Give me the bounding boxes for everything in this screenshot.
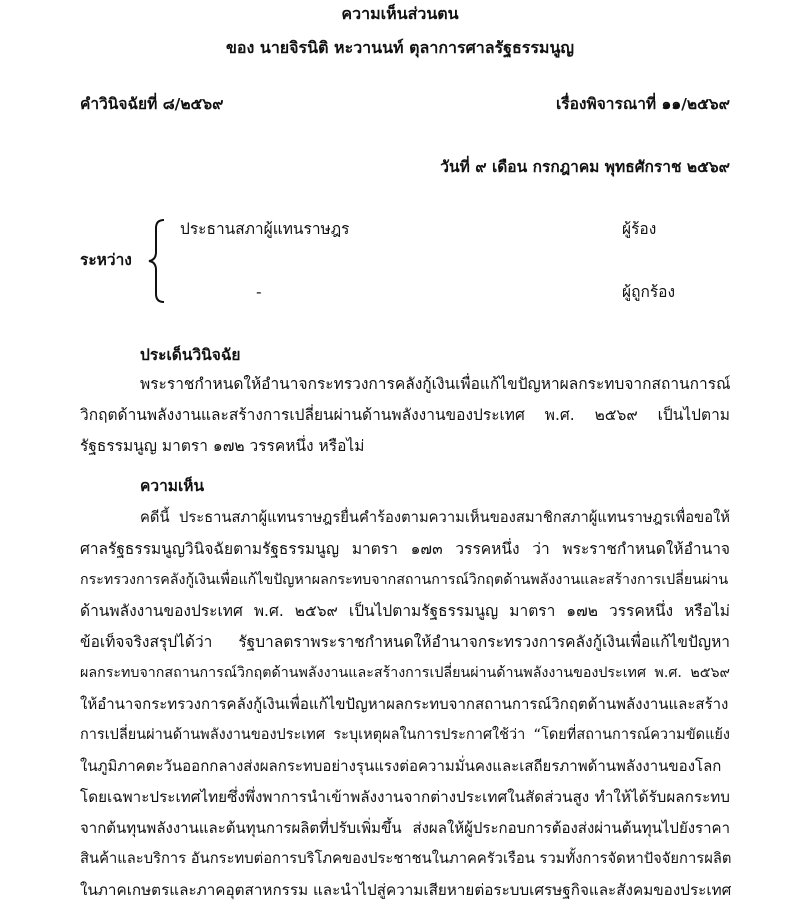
document-author-line: ของ นายจิรนิติ หะวานนท์ ตุลาการศาลรัฐธรรมนูญ: [225, 38, 575, 57]
opinion-line: ในภูมิภาคตะวันออกกลางส่งผลกระทบอย่างรุนแรงต่อความมั่นคงและเสถียรภาพด้านพลังงานของโลก: [80, 757, 722, 775]
opinion-line: จากต้นทุนพลังงานและต้นทุนการผลิตที่ปรับเพิ่มขึ้น ส่งผลให้ผู้ประกอบการต้องส่งผ่านต้นทุนไปยังราคา: [80, 819, 730, 837]
issue-line: พระราชกำหนดให้อำนาจกระทรวงการคลังกู้เงินเพื่อแก้ไขปัญหาผลกระทบจากสถานการณ์: [140, 375, 731, 393]
petitioner-name: ประธานสภาผู้แทนราษฎร: [180, 220, 350, 238]
ruling-date: วันที่ ๙ เดือน กรกฎาคม พุทธศักราช ๒๕๖๙: [440, 158, 730, 176]
ruling-number: คำวินิจฉัยที่ ๘/๒๕๖๙: [80, 95, 224, 113]
document-title: ความเห็นส่วนตน: [341, 4, 459, 23]
opinion-line: โดยเฉพาะประเทศไทยซึ่งพึ่งพาการนำเข้าพลังงานจากต่างประเทศในสัดส่วนสูง ทำให้ได้รับผลกระทบ: [80, 788, 730, 806]
issue-line: รัฐธรรมนูญ มาตรา ๑๗๒ วรรคหนึ่ง หรือไม่: [80, 437, 365, 455]
opinion-line: การเปลี่ยนผ่านด้านพลังงานของประเทศ ระบุเหตุผลในการประกาศใช้ว่า “โดยที่สถานการณ์ความขัดแย้ง: [80, 727, 730, 743]
opinion-line: กระทรวงการคลังกู้เงินเพื่อแก้ไขปัญหาผลกระทบจากสถานการณ์วิกฤตด้านพลังงานและสร้างการเปลี่ยนผ่าน: [80, 572, 729, 588]
opinion-heading: ความเห็น: [140, 477, 205, 495]
issue-line: วิกฤตด้านพลังงานและสร้างการเปลี่ยนผ่านด้านพลังงานของประเทศ พ.ศ. ๒๕๖๙ เป็นไปตาม: [80, 406, 730, 424]
opinion-line: สินค้าและบริการ อันกระทบต่อการบริโภคของประชาชนในภาคครัวเรือน รวมทั้งการจัดหาปัจจัยการผลิต: [80, 850, 732, 867]
opinion-line: ผลกระทบจากสถานการณ์วิกฤตด้านพลังงานและสร้างการเปลี่ยนผ่านด้านพลังงานของประเทศ พ.ศ. ๒๕๖๙: [80, 665, 730, 681]
case-number: เรื่องพิจารณาที่ ๑๑/๒๕๖๙: [555, 95, 730, 113]
opinion-line: ศาลรัฐธรรมนูญวินิจฉัยตามรัฐธรรมนูญ มาตรา ๑๗๓ วรรคหนึ่ง ว่า พระราชกำหนดให้อำนาจ: [80, 540, 730, 558]
opinion-line: ด้านพลังงานของประเทศ พ.ศ. ๒๕๖๙ เป็นไปตามรัฐธรรมนูญ มาตรา ๑๗๒ วรรคหนึ่ง หรือไม่: [80, 602, 730, 620]
curly-brace-icon: [146, 218, 166, 304]
opinion-line: ข้อเท็จจริงสรุปได้ว่า รัฐบาลตราพระราชกำหนดให้อำนาจกระทรวงการคลังกู้เงินเพื่อแก้ไขปัญหา: [80, 633, 730, 651]
opinion-line: ในภาคเกษตรและภาคอุตสาหกรรม และนำไปสู่ความเสียหายต่อระบบเศรษฐกิจและสังคมของประเทศ: [80, 881, 732, 899]
respondent-role: ผู้ถูกร้อง: [622, 283, 676, 301]
petitioner-role: ผู้ร้อง: [622, 220, 657, 238]
respondent-name: -: [256, 283, 262, 301]
between-label: ระหว่าง: [80, 251, 132, 269]
opinion-line: ให้อำนาจกระทรวงการคลังกู้เงินเพื่อแก้ไขปัญหาผลกระทบจากสถานการณ์วิกฤตด้านพลังงานและสร้าง: [80, 695, 729, 713]
opinion-line: คดีนี้ ประธานสภาผู้แทนราษฎรยื่นคำร้องตามความเห็นของสมาชิกสภาผู้แทนราษฎรเพื่อขอให้: [140, 509, 730, 526]
issue-heading: ประเด็นวินิจฉัย: [140, 346, 241, 364]
